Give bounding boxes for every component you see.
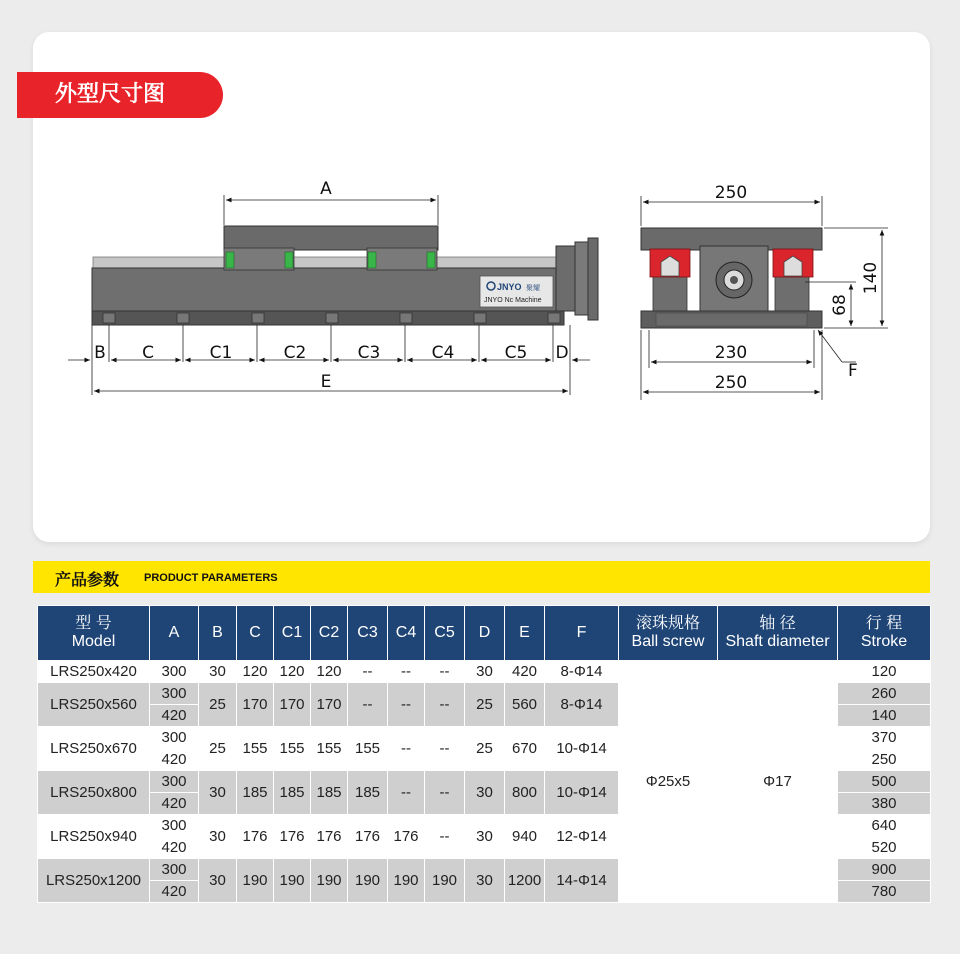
dim-c1: C1 xyxy=(209,343,233,363)
cell-stroke: 380 xyxy=(838,793,931,815)
side-view xyxy=(641,183,888,400)
th-a: A xyxy=(150,606,199,661)
cell-model: LRS250x940 xyxy=(38,815,150,859)
params-header-en: PRODUCT PARAMETERS xyxy=(144,572,278,584)
cell-c5: -- xyxy=(425,661,465,683)
cell-d: 30 xyxy=(465,661,505,683)
cell-e: 1200 xyxy=(505,859,545,903)
cell-d: 25 xyxy=(465,727,505,771)
cell-c2: 155 xyxy=(311,727,348,771)
dim-d: D xyxy=(555,343,569,363)
cell-ball-screw: Φ25x5 xyxy=(619,661,718,903)
cell-a: 300 xyxy=(150,683,199,705)
cell-model: LRS250x1200 xyxy=(38,859,150,903)
cell-a: 420 xyxy=(150,793,199,815)
cell-b: 30 xyxy=(199,859,237,903)
side-top-width: 250 xyxy=(714,183,748,203)
table-header-row xyxy=(38,606,931,661)
cell-c1: 185 xyxy=(274,771,311,815)
th-f: F xyxy=(545,606,619,661)
cell-stroke: 370 xyxy=(838,727,931,749)
table-row xyxy=(38,661,931,683)
cell-model: LRS250x560 xyxy=(38,683,150,727)
cell-c5: -- xyxy=(425,771,465,815)
th-b: B xyxy=(199,606,237,661)
cell-c2: 190 xyxy=(311,859,348,903)
th-model: 型 号 Model xyxy=(38,606,150,661)
cell-stroke: 780 xyxy=(838,881,931,903)
th-c1: C1 xyxy=(274,606,311,661)
cell-stroke: 900 xyxy=(838,859,931,881)
cell-f: 10-Φ14 xyxy=(545,771,619,815)
cell-e: 800 xyxy=(505,771,545,815)
brand-sub: JNYO Nc Machine xyxy=(484,297,542,304)
cell-c2: 185 xyxy=(311,771,348,815)
cell-shaft-diameter: Φ17 xyxy=(718,661,838,903)
cell-c1: 155 xyxy=(274,727,311,771)
cell-c4: 176 xyxy=(388,815,425,859)
cell-c5: 190 xyxy=(425,859,465,903)
cell-c2: 170 xyxy=(311,683,348,727)
cell-c: 170 xyxy=(237,683,274,727)
cell-e: 420 xyxy=(505,661,545,683)
th-d: D xyxy=(465,606,505,661)
front-view xyxy=(68,179,598,395)
cell-c5: -- xyxy=(425,815,465,859)
cell-stroke: 120 xyxy=(838,661,931,683)
cell-c4: 190 xyxy=(388,859,425,903)
dim-c5: C5 xyxy=(504,343,528,363)
dim-e: E xyxy=(320,372,332,392)
cell-c: 120 xyxy=(237,661,274,683)
brand-cn: 聚耀 xyxy=(526,284,540,292)
dim-c: C xyxy=(142,343,154,363)
th-c3: C3 xyxy=(348,606,388,661)
cell-b: 25 xyxy=(199,727,237,771)
cell-b: 30 xyxy=(199,815,237,859)
cell-c1: 170 xyxy=(274,683,311,727)
cell-f: 14-Φ14 xyxy=(545,859,619,903)
cell-c3: 155 xyxy=(348,727,388,771)
cell-c: 155 xyxy=(237,727,274,771)
cell-a: 300 xyxy=(150,771,199,793)
section-title: 外型尺寸图 xyxy=(17,72,223,118)
cell-c1: 190 xyxy=(274,859,311,903)
cell-model: LRS250x670 xyxy=(38,727,150,771)
cell-c4: -- xyxy=(388,661,425,683)
cell-stroke: 250 xyxy=(838,749,931,771)
th-c4: C4 xyxy=(388,606,425,661)
cell-c2: 120 xyxy=(311,661,348,683)
dim-a: A xyxy=(320,179,332,199)
cell-f: 12-Φ14 xyxy=(545,815,619,859)
cell-c3: 185 xyxy=(348,771,388,815)
cell-c3: 190 xyxy=(348,859,388,903)
cell-b: 30 xyxy=(199,661,237,683)
params-header-cn: 产品参数 xyxy=(55,570,120,589)
cell-c4: -- xyxy=(388,727,425,771)
cell-a: 420 xyxy=(150,749,199,771)
cell-a: 300 xyxy=(150,859,199,881)
side-f-label: F xyxy=(848,361,858,381)
cell-e: 940 xyxy=(505,815,545,859)
cell-f: 8-Φ14 xyxy=(545,661,619,683)
cell-d: 30 xyxy=(465,815,505,859)
cell-f: 8-Φ14 xyxy=(545,683,619,727)
cell-c5: -- xyxy=(425,727,465,771)
cell-a: 420 xyxy=(150,705,199,727)
th-c: C xyxy=(237,606,274,661)
cell-d: 30 xyxy=(465,771,505,815)
params-table xyxy=(37,605,931,903)
cell-model: LRS250x420 xyxy=(38,661,150,683)
cell-c4: -- xyxy=(388,683,425,727)
cell-stroke: 260 xyxy=(838,683,931,705)
cell-stroke: 640 xyxy=(838,815,931,837)
dim-c3: C3 xyxy=(357,343,381,363)
th-c2: C2 xyxy=(311,606,348,661)
cell-e: 560 xyxy=(505,683,545,727)
cell-c3: 176 xyxy=(348,815,388,859)
params-header xyxy=(33,561,930,593)
dim-c4: C4 xyxy=(431,343,455,363)
cell-f: 10-Φ14 xyxy=(545,727,619,771)
cell-c: 176 xyxy=(237,815,274,859)
cell-c: 190 xyxy=(237,859,274,903)
cell-a: 300 xyxy=(150,661,199,683)
side-bottom-width: 250 xyxy=(714,373,748,393)
cell-a: 300 xyxy=(150,815,199,837)
cell-c3: -- xyxy=(348,683,388,727)
cell-c1: 120 xyxy=(274,661,311,683)
side-height: 140 xyxy=(861,261,881,295)
cell-b: 30 xyxy=(199,771,237,815)
cell-c1: 176 xyxy=(274,815,311,859)
cell-stroke: 520 xyxy=(838,837,931,859)
cell-d: 30 xyxy=(465,859,505,903)
cell-c2: 176 xyxy=(311,815,348,859)
th-c5: C5 xyxy=(425,606,465,661)
cell-d: 25 xyxy=(465,683,505,727)
dim-b: B xyxy=(94,343,106,363)
th-stroke: 行 程 Stroke xyxy=(838,606,931,661)
cell-model: LRS250x800 xyxy=(38,771,150,815)
cell-a: 300 xyxy=(150,727,199,749)
cell-a: 420 xyxy=(150,837,199,859)
dim-c2: C2 xyxy=(283,343,307,363)
th-e: E xyxy=(505,606,545,661)
brand-logo: JNYO xyxy=(497,282,522,292)
cell-c3: -- xyxy=(348,661,388,683)
cell-c5: -- xyxy=(425,683,465,727)
cell-c: 185 xyxy=(237,771,274,815)
th-shaft-diameter: 轴 径 Shaft diameter xyxy=(718,606,838,661)
cell-e: 670 xyxy=(505,727,545,771)
cell-stroke: 500 xyxy=(838,771,931,793)
cell-c4: -- xyxy=(388,771,425,815)
side-inner-width: 230 xyxy=(714,343,748,363)
cell-stroke: 140 xyxy=(838,705,931,727)
cell-b: 25 xyxy=(199,683,237,727)
th-ball-screw: 滚珠规格 Ball screw xyxy=(619,606,718,661)
side-mid-height: 68 xyxy=(830,294,850,316)
cell-a: 420 xyxy=(150,881,199,903)
